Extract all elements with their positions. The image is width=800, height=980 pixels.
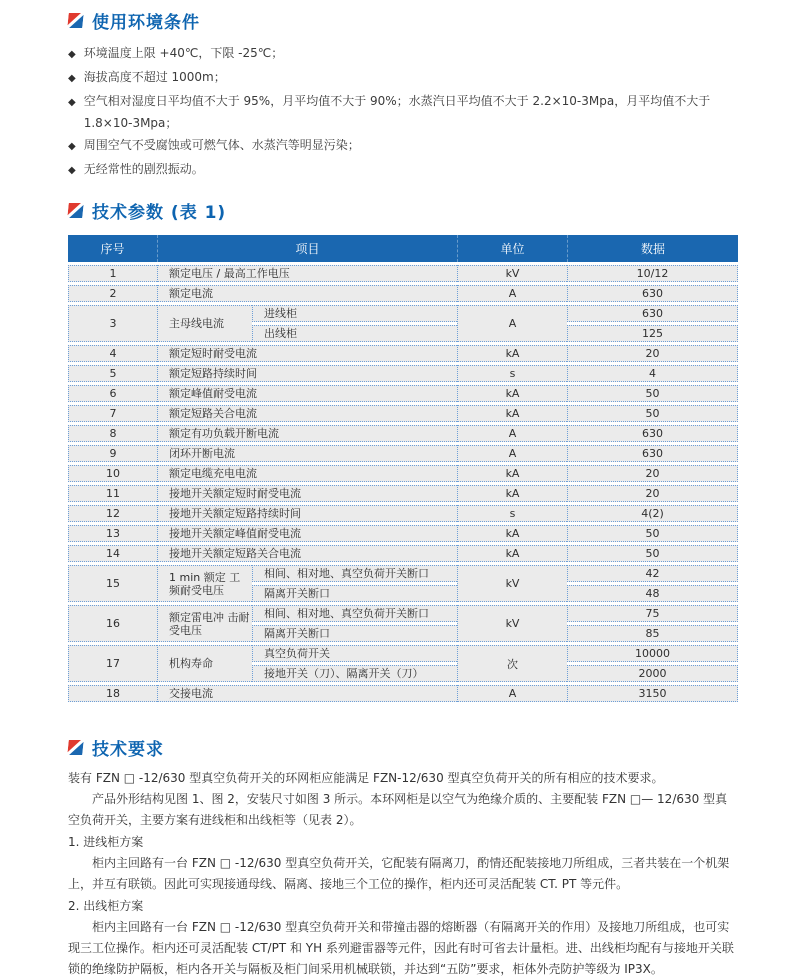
section-heading-parameters [68, 198, 738, 223]
list-item-text: 无经常性的剧烈振动。 [83, 162, 204, 176]
cell-unit: kA [457, 385, 567, 402]
cell-no: 14 [68, 545, 157, 562]
cell-unit: s [457, 365, 567, 382]
cell-data: 630 [567, 285, 738, 302]
cell-subitem: 接地开关（刀）、隔离开关（刀） [252, 665, 457, 682]
table-row [68, 365, 738, 382]
cell-unit: kA [457, 485, 567, 502]
paragraph: 装有 FZN □ -12/630 型真空负荷开关的环网柜应能满足 FZN-12/630 型真空负荷开关的所有相应的技术要求。 [68, 771, 664, 785]
table-row [68, 605, 738, 622]
table-header [68, 235, 738, 262]
cell-data: 630 [567, 445, 738, 462]
cell-data: 50 [567, 525, 738, 542]
section-marker-icon [67, 203, 84, 218]
cell-no: 1 [68, 265, 157, 282]
cell-item: 额定有功负载开断电流 [157, 425, 457, 442]
paragraph: 产品外形结构见图 1、图 2，安装尺寸如图 3 所示。本环网柜是以空气为绝缘介质的、主要配装 FZN □— 12/630 型真空负荷开关，主要方案有进线柜和出线柜等（见表 2）。 [68, 792, 728, 827]
table-row [68, 565, 738, 582]
cell-item: 闭环开断电流 [157, 445, 457, 462]
cell-data: 50 [567, 405, 738, 422]
cell-unit: A [457, 445, 567, 462]
table-row [68, 405, 738, 422]
table-row [68, 305, 738, 322]
list-item-text: 周围空气不受腐蚀或可燃气体、水蒸汽等明显污染； [83, 138, 360, 152]
list-item [68, 158, 738, 182]
cell-data: 20 [567, 345, 738, 362]
cell-no: 3 [68, 305, 157, 342]
section-environment [68, 6, 738, 182]
cell-unit: kA [457, 545, 567, 562]
cell-no: 10 [68, 465, 157, 482]
cell-no: 7 [68, 405, 157, 422]
diamond-bullet-icon: ◆ [68, 141, 76, 152]
section-heading-requirements [68, 735, 738, 760]
cell-no: 6 [68, 385, 157, 402]
cell-unit: kV [457, 605, 567, 642]
cell-data: 85 [567, 625, 738, 642]
table-row [68, 285, 738, 302]
cell-data: 50 [567, 545, 738, 562]
cell-unit: A [457, 305, 567, 342]
cell-no: 18 [68, 685, 157, 702]
cell-unit: kA [457, 465, 567, 482]
diamond-bullet-icon: ◆ [68, 97, 76, 108]
cell-no: 9 [68, 445, 157, 462]
cell-no: 5 [68, 365, 157, 382]
cell-unit: kA [457, 345, 567, 362]
section-marker-icon [67, 740, 84, 755]
cell-subitem: 相间、相对地、真空负荷开关断口 [252, 605, 457, 622]
cell-item: 主母线电流 [157, 305, 252, 342]
cell-unit: kV [457, 565, 567, 602]
cell-item: 额定短时耐受电流 [157, 345, 457, 362]
cell-no: 16 [68, 605, 157, 642]
cell-unit: kA [457, 405, 567, 422]
table-row [68, 525, 738, 542]
cell-item: 额定峰值耐受电流 [157, 385, 457, 402]
header-unit: 单位 [457, 235, 567, 262]
cell-unit: kV [457, 265, 567, 282]
table-row [68, 485, 738, 502]
table-row [68, 465, 738, 482]
cell-unit: A [457, 425, 567, 442]
cell-unit: s [457, 505, 567, 522]
list-item-text: 环境温度上限 +40℃，下限 -25℃； [83, 46, 284, 60]
cell-item: 接地开关额定峰值耐受电流 [157, 525, 457, 542]
cell-no: 2 [68, 285, 157, 302]
list-item-text: 海拔高度不超过 1000m； [83, 70, 226, 84]
diamond-bullet-icon: ◆ [68, 49, 76, 60]
cell-item: 额定短路关合电流 [157, 405, 457, 422]
cell-item: 额定电缆充电电流 [157, 465, 457, 482]
table-row [68, 345, 738, 362]
cell-item: 接地开关额定短路关合电流 [157, 545, 457, 562]
cell-subitem: 隔离开关断口 [252, 625, 457, 642]
cell-data: 4 [567, 365, 738, 382]
numbered-item-title: 2. 出线柜方案 [68, 899, 144, 913]
environment-conditions-list [68, 42, 738, 182]
section-parameters [68, 198, 738, 705]
cell-item: 接地开关额定短时耐受电流 [157, 485, 457, 502]
cell-data: 20 [567, 485, 738, 502]
table-row [68, 425, 738, 442]
cell-no: 8 [68, 425, 157, 442]
cell-item: 1 min 额定 工频耐受电压 [157, 565, 252, 602]
diamond-bullet-icon: ◆ [68, 73, 76, 84]
table-row [68, 445, 738, 462]
section-title: 技术要求 [92, 740, 164, 760]
table-row [68, 265, 738, 282]
cell-unit: A [457, 685, 567, 702]
cell-item: 额定雷电冲 击耐受电压 [157, 605, 252, 642]
cell-subitem: 真空负荷开关 [252, 645, 457, 662]
cell-unit: A [457, 285, 567, 302]
cell-item: 机构寿命 [157, 645, 252, 682]
section-heading-environment [68, 8, 738, 33]
header-item: 项目 [157, 235, 457, 262]
table-row [68, 505, 738, 522]
cell-no: 11 [68, 485, 157, 502]
list-item-text: 空气相对湿度日平均值不大于 95%，月平均值不大于 90%；水蒸汽日平均值不大于 2.2×10-3Mpa，月平均值不大于 1.8×10-3Mpa； [83, 94, 711, 130]
cell-data: 10/12 [567, 265, 738, 282]
numbered-item-body: 柜内主回路有一台 FZN □ -12/630 型真空负荷开关，它配装有隔离刀，酌情还配装接地刀所组成，三者共装在一个机架上，并互有联锁。因此可实现接通母线、隔离、接地三个工位的操作，柜内还可灵活配装 CT. PT 等元件。 [68, 856, 730, 891]
cell-no: 13 [68, 525, 157, 542]
header-no: 序号 [68, 235, 157, 262]
cell-item: 交接电流 [157, 685, 457, 702]
cell-data: 20 [567, 465, 738, 482]
table-body [68, 265, 738, 702]
table-row [68, 545, 738, 562]
requirements-body [68, 768, 738, 980]
cell-item: 额定短路持续时间 [157, 365, 457, 382]
cell-subitem: 出线柜 [252, 325, 457, 342]
cell-item: 接地开关额定短路持续时间 [157, 505, 457, 522]
cell-unit: 次 [457, 645, 567, 682]
diamond-bullet-icon: ◆ [68, 165, 76, 176]
cell-data: 4(2) [567, 505, 738, 522]
cell-item: 额定电压 / 最高工作电压 [157, 265, 457, 282]
cell-data: 630 [567, 425, 738, 442]
cell-data: 125 [567, 325, 738, 342]
cell-data: 42 [567, 565, 738, 582]
cell-data: 630 [567, 305, 738, 322]
list-item [68, 66, 738, 90]
cell-data: 48 [567, 585, 738, 602]
numbered-item-body: 柜内主回路有一台 FZN □ -12/630 型真空负荷开关和带撞击器的熔断器（有隔离开关的作用）及接地刀所组成，也可实现三工位操作。柜内还可灵活配装 CT/PT 和 YH 系列避雷器等元件，因此有时可省去计量柜。进、出线柜均配有与接地开关联锁的绝缘防护隔板，柜内各开关与隔板及柜门间采用机械联锁，并达到“五防”要求，柜体外壳防护等级为 IP3X。 [68, 920, 734, 976]
cell-item: 额定电流 [157, 285, 457, 302]
table-row [68, 385, 738, 402]
list-item [68, 134, 738, 158]
cell-data: 3150 [567, 685, 738, 702]
cell-subitem: 相间、相对地、真空负荷开关断口 [252, 565, 457, 582]
table-row [68, 685, 738, 702]
cell-data: 75 [567, 605, 738, 622]
cell-subitem: 隔离开关断口 [252, 585, 457, 602]
cell-data: 2000 [567, 665, 738, 682]
cell-data: 10000 [567, 645, 738, 662]
section-marker-icon [67, 13, 84, 28]
list-item [68, 90, 738, 134]
cell-no: 15 [68, 565, 157, 602]
cell-subitem: 进线柜 [252, 305, 457, 322]
table-header-row [68, 235, 738, 262]
cell-data: 50 [567, 385, 738, 402]
header-data: 数据 [567, 235, 738, 262]
list-item [68, 42, 738, 66]
cell-no: 4 [68, 345, 157, 362]
section-requirements [68, 735, 738, 980]
table-row [68, 645, 738, 662]
numbered-item-title: 1. 进线柜方案 [68, 835, 144, 849]
cell-no: 17 [68, 645, 157, 682]
cell-unit: kA [457, 525, 567, 542]
section-title: 技术参数 (表 1) [92, 203, 227, 223]
section-title: 使用环境条件 [92, 13, 200, 33]
parameters-table [68, 232, 738, 705]
cell-no: 12 [68, 505, 157, 522]
